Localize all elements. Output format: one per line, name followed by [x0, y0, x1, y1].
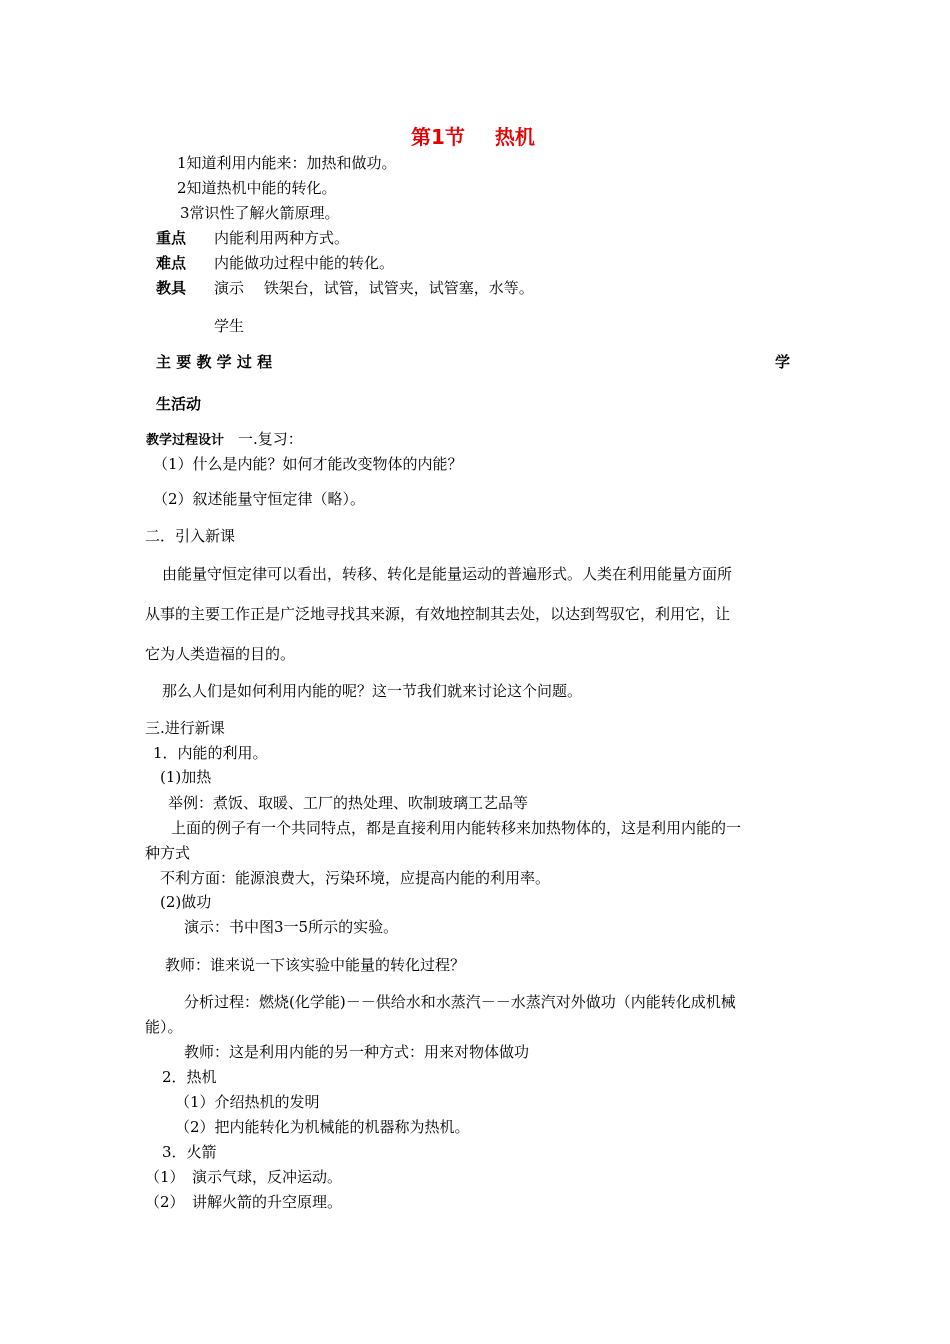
lesson-number: 第1节	[411, 125, 465, 149]
common-feature-line-2: 种方式	[145, 844, 191, 862]
teacher-question: 教师：谁来说一下该实验中能量的转化过程？	[165, 956, 466, 974]
process-header: 主 要 教 学 过 程	[156, 353, 273, 371]
student-label: 学生	[214, 317, 245, 335]
difficulty-text: 内能做功过程中能的转化。	[214, 254, 395, 272]
difficulty-label: 难点	[156, 254, 187, 272]
heating-examples: 举例：煮饭、取暖、工厂的热处理、吹制玻璃工艺品等	[168, 794, 529, 812]
analysis-line-1: 分析过程：燃烧(化学能)－－供给水和水蒸汽－－水蒸汽对外做功（内能转化成机械	[184, 993, 736, 1011]
process-header-right: 学	[775, 353, 791, 371]
lesson-title	[411, 125, 535, 149]
objective-1: 1知道利用内能来：加热和做功。	[177, 154, 397, 172]
new-lesson-title: 三.进行新课	[145, 719, 225, 737]
section-3-title: 3．火箭	[162, 1143, 217, 1161]
key-point-row	[156, 229, 349, 247]
section-1-title: 1．内能的利用。	[153, 744, 268, 762]
disadvantages: 不利方面：能源浪费大，污染环境，应提高内能的利用率。	[160, 869, 551, 887]
common-feature-line-1: 上面的例子有一个共同特点，都是直接利用内能转移来加热物体的，这是利用内能的一	[171, 819, 742, 837]
intro-paragraph-2: 那么人们是如何利用内能的呢？这一节我们就来讨论这个问题。	[162, 682, 583, 700]
lesson-name: 热机	[494, 125, 535, 149]
demo-text: 演示：书中图3一5所示的实验。	[184, 918, 399, 936]
teacher-statement: 教师：这是利用内能的另一种方式：用来对物体做功	[184, 1043, 530, 1061]
section-2-title: 2．热机	[162, 1068, 217, 1086]
analysis-line-2: 能）。	[145, 1018, 183, 1036]
student-activity-label: 生活动	[156, 395, 202, 413]
tools-label: 教具	[156, 279, 187, 297]
review-question-2: （2）叙述能量守恒定律（略）。	[153, 490, 366, 508]
section-3-item-1: （1） 演示气球，反冲运动。	[145, 1168, 343, 1186]
intro-title: 二．引入新课	[145, 527, 236, 545]
section-2-item-2: （2）把内能转化为机械能的机器称为热机。	[175, 1118, 470, 1136]
objective-2: 2知道热机中能的转化。	[177, 179, 337, 197]
intro-paragraph-line-2: 从事的主要工作正是广泛地寻找其来源，有效地控制其去处，以达到驾驭它，利用它，让	[145, 605, 731, 623]
design-row	[146, 430, 303, 449]
section-2-item-1: （1）介绍热机的发明	[175, 1093, 320, 1111]
review-title: 一.复习：	[238, 430, 303, 448]
key-point-text: 内能利用两种方式。	[214, 229, 350, 247]
design-label: 教学过程设计	[146, 433, 225, 448]
section-1-2-work: (2)做功	[160, 893, 212, 911]
objective-3: 3常识性了解火箭原理。	[180, 204, 340, 222]
intro-paragraph-line-1: 由能量守恒定律可以看出，转移、转化是能量运动的普遍形式。人类在利用能量方面所	[162, 565, 733, 583]
section-3-item-2: （2） 讲解火箭的升空原理。	[145, 1193, 343, 1211]
section-1-1-heating: (1)加热	[160, 768, 212, 786]
tools-row	[156, 279, 534, 297]
review-question-1: （1）什么是内能？如何才能改变物体的内能？	[153, 455, 463, 473]
difficulty-row	[156, 254, 394, 272]
tools-text: 演示 铁架台，试管，试管夹，试管塞，水等。	[214, 279, 534, 297]
intro-paragraph-line-3: 它为人类造福的目的。	[145, 645, 296, 663]
key-point-label: 重点	[156, 229, 187, 247]
